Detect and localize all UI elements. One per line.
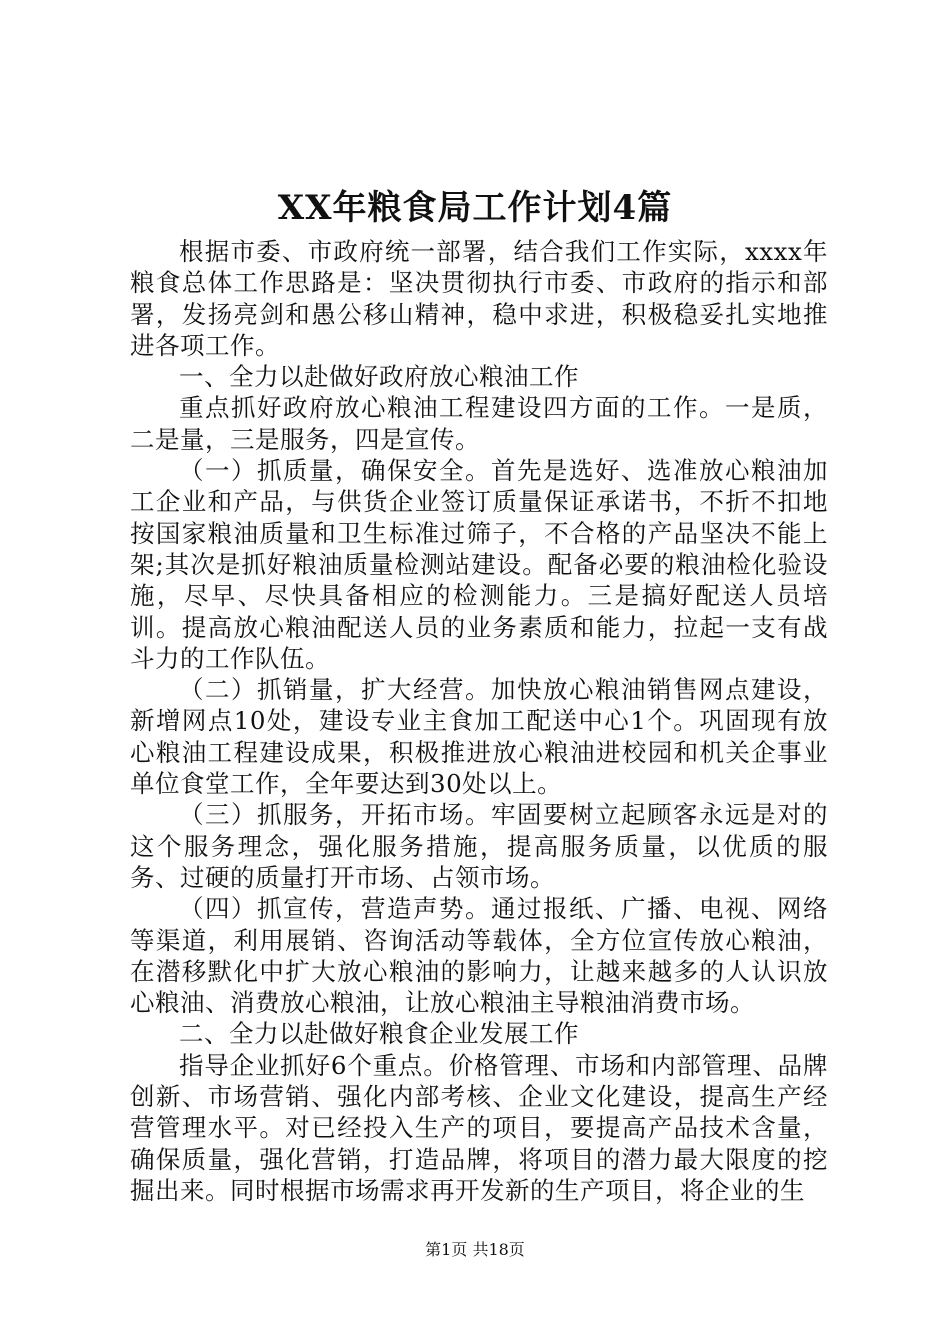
paragraph-intro: 根据市委、市政府统一部署，结合我们工作实际，xxxx年粮食总体工作思路是：坚决贯彻执行市委、市政府的指示和部署，发扬亮剑和愚公移山精神，稳中求进，积极稳妥扎实地推进各项工作。 (130, 237, 828, 360)
paragraph-overview: 重点抓好政府放心粮油工程建设四方面的工作。一是质，二是量，三是服务，四是宣传。 (130, 393, 828, 454)
paragraph-enterprise: 指导企业抓好6个重点。价格管理、市场和内部管理、品牌创新、市场营销、强化内部考核、企业文化建设，提高生产经营管理水平。对已经投入生产的项目，要提高产品技术含量，确保质量，强化营销，打造品牌，将项目的潜力最大限度的挖掘出来。同时根据市场需求再开发新的生产项目，将企业的生 (130, 1050, 828, 1205)
section-heading-2: 二、全力以赴做好粮食企业发展工作 (179, 1019, 579, 1049)
paragraph-sales: （二）抓销量，扩大经营。加快放心粮油销售网点建设，新增网点10处，建设专业主食加工配送中心1个。巩固现有放心粮油工程建设成果，积极推进放心粮油进校园和机关企事业单位食堂工作，全年要达到30处以上。 (130, 675, 828, 799)
section-heading-1: 一、全力以赴做好政府放心粮油工作 (179, 362, 579, 392)
document-title: XX年粮食局工作计划4篇 (277, 188, 673, 228)
paragraph-publicity: （四）抓宣传，营造声势。通过报纸、广播、电视、网络等渠道，利用展销、咨询活动等载体，全方位宣传放心粮油，在潜移默化中扩大放心粮油的影响力，让越来越多的人认识放心粮油、消费放心粮油，让放心粮油主导粮油消费市场。 (130, 894, 828, 1018)
document-body (130, 236, 828, 1206)
paragraph-service: （三）抓服务，开拓市场。牢固要树立起顾客永远是对的这个服务理念，强化服务措施，提高服务质量，以优质的服务、过硬的质量打开市场、占领市场。 (130, 800, 828, 892)
paragraph-quality: （一）抓质量，确保安全。首先是选好、选准放心粮油加工企业和产品，与供货企业签订质量保证承诺书，不折不扣地按国家粮油质量和卫生标准过筛子，不合格的产品坚决不能上架;其次是抓好粮油质量检测站建设。配备必要的粮油检化验设施，尽早、尽快具备相应的检测能力。三是搞好配送人员培训。提高放心粮油配送人员的业务素质和能力，拉起一支有战斗力的工作队伍。 (130, 456, 828, 673)
page-footer: 第1页 共18页 (425, 1240, 525, 1259)
